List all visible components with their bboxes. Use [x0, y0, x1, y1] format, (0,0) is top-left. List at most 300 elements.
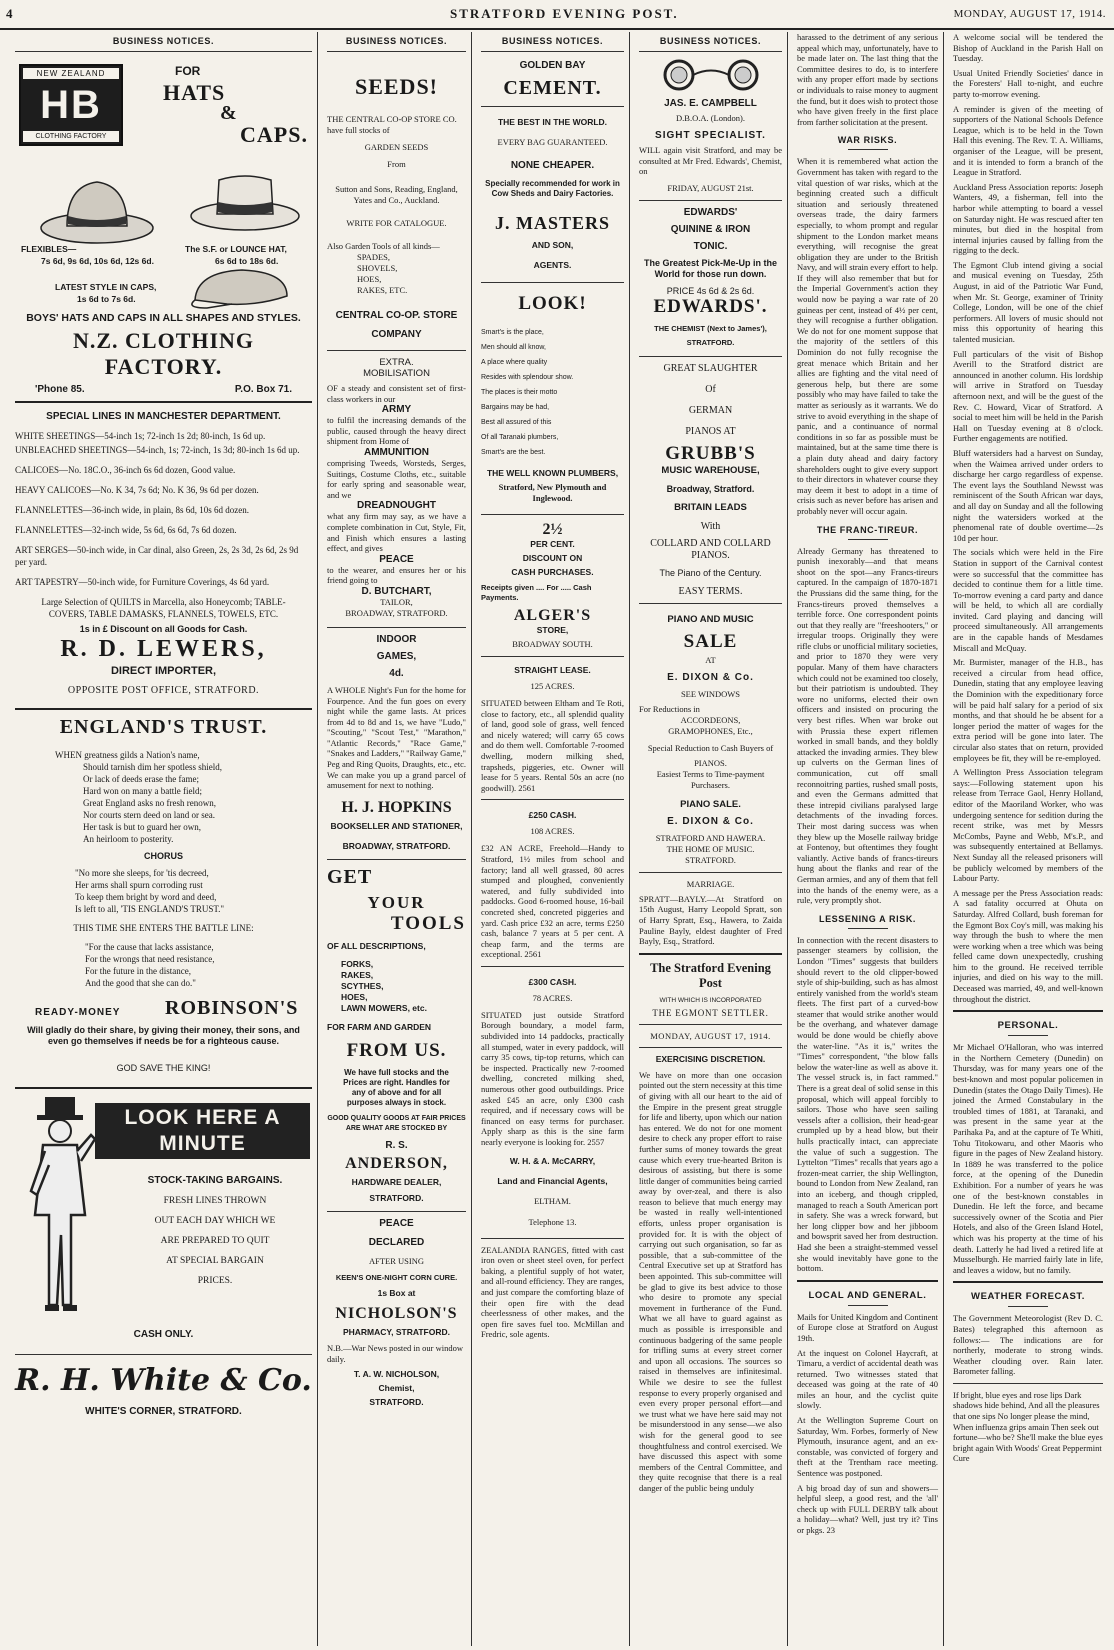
pharmacy-label: PHARMACY, STRATFORD.	[342, 1326, 451, 1337]
grubbs-name: GRUBB'S	[665, 442, 756, 464]
column-6	[948, 32, 1108, 1646]
nicholson-town: STRATFORD.	[369, 1396, 424, 1407]
and-son: AND SON,	[531, 240, 574, 250]
divider	[639, 953, 782, 955]
great-slaughter: GREAT SLAUGHTER	[663, 362, 758, 374]
tool-item: HOES,	[357, 274, 382, 284]
nicholson-name: T. A. W. NICHOLSON,	[353, 1368, 440, 1379]
poem-verse-2	[15, 867, 312, 915]
local-item: At the Wellington Supreme Court on Saturday, Wm. Forbes, formerly of New Plymouth, insurance agent, and an ex-constable, was convicted of forgery and theft at the Trentham race meeting. Sentence was postponed.	[797, 1415, 938, 1479]
visit-text: WILL again visit Stratford, and may be consulted at Mr Fred. Edwards', Chemist, on	[639, 145, 782, 177]
divider	[15, 401, 312, 403]
mobilisation-text-5: to the wearer, and ensures her or his friend going to	[327, 564, 466, 586]
local-item: Mails for United Kingdom and Continent of Europe close at Stratford on August 19th.	[797, 1311, 938, 1343]
acrostic-line: Resides with splendour show.	[481, 374, 574, 381]
column-header: BUSINESS NOTICES.	[481, 32, 624, 52]
hawera-label: STRATFORD AND HAWERA.	[655, 832, 766, 843]
stocktaking-line: AT SPECIAL BARGAIN	[166, 1256, 264, 1266]
column-4	[634, 32, 788, 1646]
divider	[15, 1087, 312, 1089]
look-here-ad	[15, 1095, 312, 1325]
chemist-label: Chemist,	[378, 1382, 415, 1393]
stocktaking-line: FRESH LINES THROWN	[163, 1196, 267, 1206]
see-windows: SEE WINDOWS	[680, 688, 741, 699]
divider	[639, 1047, 782, 1048]
after-using: AFTER USING	[368, 1255, 425, 1266]
zealandia-text: ZEALANDIA RANGES, fitted with cast iron oven or sheet steel oven, for perfect baking, a plentiful supply of hot water, and all-round efficiency. They are ranges, and just compare the comforting blaze of their open fire with the dead cheerlessness of other makes, and the open fire saves fuel too. McMillan and Fredric, sole agents.	[481, 1244, 624, 1340]
manchester-lines	[15, 430, 312, 588]
straight-lease-heading: STRAIGHT LEASE.	[514, 665, 591, 675]
acrostic-line: Of all Taranaki plumbers,	[481, 434, 559, 441]
gladly-line: Will gladly do their share, by giving their money, their sons, and even go themselves if needs be for a righteous cause.	[27, 1025, 300, 1046]
price-line: ART TAPESTRY—50-inch wide, for Furniture Coverings, 4s 6d yard.	[15, 577, 270, 587]
poem-line: Or lack of deeds erase the fame;	[83, 774, 199, 784]
specially-line: Specially recommended for work in Cow Sheds and Dairy Factories.	[485, 179, 620, 198]
divider	[327, 859, 466, 860]
acrostic-line: The places is their motto	[481, 389, 558, 396]
lessening-heading: LESSENING A RISK.	[797, 914, 938, 929]
divider	[481, 799, 624, 800]
importer-label: DIRECT IMPORTER,	[110, 665, 217, 677]
issue-date: MONDAY, AUGUST 17, 1914.	[953, 8, 1106, 20]
divider	[639, 200, 782, 201]
news-item: Bluff watersiders had a harvest on Sunday, when the Waimea arrived under orders to discharge her cargo regardless of expense. The event lays the Southland Newsst was reminiscent of the South African war days, and all day on Sunday and all the following night the watersiders worked at the phenomenal rate of double overtime—2s 10d per hour.	[953, 447, 1103, 543]
boys-hats-line: BOYS' HATS AND CAPS IN ALL SHAPES AND STYLES.	[26, 312, 301, 324]
telephone-label: Telephone 13.	[528, 1216, 577, 1227]
caps-prices: 1s 6d to 7s 6d.	[77, 294, 136, 304]
with-label: With	[700, 520, 721, 532]
news-item: A message per the Press Association reads: A sad fatality occurred at Ohuta on Saturday. Alfred Collard, bush foreman for the Egmont Box Coy's mill, was making his way through the bush to where the men were working when a tree which was being felled came down unexpectedly, crushing him to the ground. He received terrible injuries, and died on his way to the mill. Deceased was married, 49, and well-known throughout the district.	[953, 887, 1103, 1004]
divider	[639, 872, 782, 873]
land-agents: Land and Financial Agents,	[497, 1175, 608, 1186]
tonic-label: TONIC.	[693, 240, 728, 252]
divider	[481, 514, 624, 515]
store-label: STORE,	[536, 625, 569, 635]
weather-heading: WEATHER FORECAST.	[953, 1291, 1103, 1307]
dixon-name: E. DIXON & Co.	[667, 671, 754, 683]
look-title: LOOK!	[518, 293, 587, 314]
mobilisation-text-4: what any firm may say, as we have a complete combination in Cut, Style, Fit, and Finish which ensures a lasting effect, and gives	[327, 511, 466, 554]
poem-line: Great England asks no fresh renown,	[83, 798, 216, 808]
news-item: The Egmont Club intend giving a social and musical evening on Tuesday, 25th August, in aid of the Patriotic War Fund, when Mr. St. George, examiner of Trinity College, London, will be one of the chief performers. All lovers of music should not miss this opportunity of hearing this talented musician.	[953, 259, 1103, 345]
robinsons-row	[15, 995, 312, 1025]
war-news-line: N.B.—War News posted in our window daily.	[327, 1342, 464, 1364]
lounge-hat-icon	[185, 158, 305, 238]
cement-title: CEMENT.	[503, 77, 602, 99]
divider	[481, 656, 624, 657]
rs-initials: R. S.	[385, 1139, 408, 1151]
masthead	[0, 0, 1114, 30]
get-word: GET	[327, 865, 373, 888]
acres-108: 108 ACRES.	[530, 826, 575, 837]
lounge-label: The S.F. or LOUNCE HAT,	[185, 244, 287, 254]
marriage-heading: MARRIAGE.	[686, 878, 735, 889]
poem-line: To keep them bright by word and deed,	[75, 892, 217, 902]
sight-specialist: SIGHT SPECIALIST.	[655, 130, 766, 141]
incorporated-label: WITH WHICH IS INCORPORATED	[659, 996, 762, 1004]
battle-line: THIS TIME SHE ENTERS THE BATTLE LINE:	[73, 923, 254, 933]
divider	[327, 627, 466, 628]
company-label: COMPANY	[371, 329, 422, 340]
quinine-label: QUININE & IRON	[670, 223, 751, 235]
peace-heading: PEACE	[379, 1217, 414, 1229]
from-us: FROM US.	[346, 1039, 447, 1061]
flexibles-prices: 7s 6d, 9s 6d, 10s 6d, 12s 6d.	[41, 256, 154, 266]
column-header: BUSINESS NOTICES.	[639, 32, 782, 52]
local-item: A big broad day of sun and showers—helpful sleep, a good rest, and the 'all' check up with FULL DERBY talk about a holiday—what? Well, just try it? Tins or pkgs. 23	[797, 1482, 938, 1535]
tool-item: SPADES,	[357, 252, 390, 262]
seeds-text: THE CENTRAL CO-OP STORE CO. have full stocks of	[327, 114, 457, 135]
acrostic-line: Bargains may be had,	[481, 404, 550, 411]
news-item: Full particulars of the visit of Bishop Averill to the Stratford district are announced in another column. His lordship will arrive in Stratford on Tuesday afternoon next, and will be the guest of the Rev. C. Howard, Vicar of Stratford. A social to meet him will be held in the Parish Hall on Tuesday evening at 8 o'clock. Further engagements are notified.	[953, 348, 1103, 444]
cash-only-line: CASH ONLY.	[133, 1329, 194, 1340]
poem-line: And the good that she can do."	[85, 978, 196, 988]
masters-name: J. MASTERS	[494, 213, 611, 233]
personal-heading: PERSONAL.	[953, 1020, 1103, 1036]
weather-text: The Government Meteorologist (Rev D. C. Bates) telegraphed this afternoon as follows:— The indications are for northerly, moderate to strong winds. Weather clouding over. Rain later. Barometer falling.	[953, 1313, 1103, 1377]
tonic-price: PRICE 4s 6d & 2s 6d.	[666, 285, 755, 296]
declared-heading: DECLARED	[368, 1236, 425, 1248]
column-1	[10, 32, 318, 1646]
anderson-town: STRATFORD.	[369, 1192, 424, 1203]
quilts-line: Large Selection of QUILTS in Marcella, also Honeycomb; TABLE-COVERS, TABLE DAMASKS, FLANNELS, TOWELS, ETC.	[41, 597, 286, 619]
divider	[797, 1280, 938, 1282]
lounge-prices: 6s 6d to 18s 6d.	[215, 256, 279, 266]
tools-word: TOOLS	[390, 912, 466, 934]
farm-tool-item: SCYTHES,	[341, 980, 384, 991]
phone-number: 'Phone 85.	[35, 384, 85, 395]
column-5	[792, 32, 944, 1646]
hopkins-name: H. J. HOPKINS	[341, 798, 452, 816]
poem-line: WHEN greatness gilds a Nation's name,	[55, 750, 200, 760]
freehold-text: £32 AN ACRE, Freehold—Handy to Stratford, 1½ miles from school and factory; land all well grassed, 80 acres stumped and ploughed, conveniently watered, and fully subdivided into paddocks. Good 6-roomed house, 16-bail concreted shed, concreted piggeries and yard. Cash price £32 an acre, terms £250 cash, balance 7 years at 5 per cent. A cheap farm, and the terms are exceptional. 2561	[481, 843, 624, 960]
indoor-label: INDOOR	[376, 633, 417, 645]
poem-line: Is left to all, 'TIS ENGLAND'S TRUST."	[75, 904, 225, 914]
pianos-at: PIANOS AT	[685, 425, 736, 437]
pianos-label: PIANOS.	[694, 757, 727, 768]
none-cheaper: NONE CHEAPER.	[510, 160, 595, 171]
price-line: CALICOES—No. 18C.O., 36-inch 6s 6d dozen, Good value.	[15, 465, 236, 475]
write-catalogue: WRITE FOR CATALOGUE.	[346, 218, 447, 228]
discount-line: 1s in £ Discount on all Goods for Cash.	[79, 624, 248, 634]
agents-label: AGENTS.	[533, 260, 572, 270]
poem-verse-1	[15, 749, 312, 845]
special-lines-heading: SPECIAL LINES IN MANCHESTER DEPARTMENT.	[46, 411, 281, 422]
franc-tireur-heading: THE FRANC-TIREUR.	[797, 525, 938, 540]
easiest-terms: Easiest Terms to Time-payment Purchasers.	[656, 768, 765, 790]
news-item: A welcome social will be tendered the Bishop of Auckland in the Parish Hall on Tuesday.	[953, 32, 1103, 64]
paper-name: STRATFORD EVENING POST.	[450, 6, 679, 21]
suppliers: Sutton and Sons, Reading, England, Yates and Co., Auckland.	[335, 184, 458, 205]
farm-tool-list	[327, 959, 466, 1014]
divider	[15, 708, 312, 710]
stocktaking-line: PRICES.	[197, 1276, 233, 1286]
peace-label: PEACE	[379, 553, 414, 565]
butchart-address: BROADWAY, STRATFORD.	[345, 607, 448, 618]
anderson-name: ANDERSON,	[345, 1154, 448, 1172]
robinsons-name: ROBINSON'S	[165, 997, 299, 1019]
easy-terms: EASY TERMS.	[678, 585, 743, 597]
visit-date: FRIDAY, AUGUST 21st.	[667, 182, 754, 193]
edwards-name: EDWARDS'.	[653, 295, 768, 317]
home-of-music: THE HOME OF MUSIC.	[666, 843, 755, 854]
divider	[639, 1024, 782, 1025]
chemist-address: THE CHEMIST (Next to James'), STRATFORD.	[654, 323, 767, 347]
logo-top-text: NEW ZEALAND	[23, 68, 119, 79]
factory-name: N.Z. CLOTHING FACTORY.	[72, 328, 255, 379]
local-item: At the inquest on Colonel Haycraft, at Timaru, a verdict of accidental death was returned. Two witnesses stated that deceased was going at the rate of 40 miles an hour, and the cyclist quite slowly.	[797, 1347, 938, 1411]
gentleman-figure-icon	[21, 1095, 101, 1320]
games-text: A WHOLE Night's Fun for the home for Fourpence. And the fun goes on every night while the game lasts. At prices from 4d to 8d and 1s, we have "Ludo," "Scouting," "Scout Test," "Marathon," "Atlantic Records," "Race Game," "Snakes and Ladders," "Railway Game," Peg and Ring Quoits, Draughts, etc., etc. We can make you up a grand parcel of amusement for next to nothing.	[327, 684, 466, 791]
farm-tool-item: LAWN MOWERS, etc.	[341, 1002, 427, 1013]
farm-tool-item: FORKS,	[341, 958, 374, 969]
franc-tireur-text: Already Germany has threatened to punish inexorably—and that means shoot on the spot—any Francs-tireurs captured. In the campaign of 1870-1871 the Prussians did the same thing, for the Francs-tireurs proved themselves a terrible force. One correspondent points out that they really are "freeshooters," or irregular troops. Originally they were rifle clubs or unofficial military societies, and prior to 1870 they were very popular. Many of them have characters which could not be examined too closely, but their patriotism is undoubted. They wore no uniforms, elected their own officers and insisted on procuring the very best rifles. When war broke out with Prussia these expert riflemen worked in small bands, and they boldly attacked the invading armies. They blew up culverts on the German lines of communication, cut off small reconnoitring parties, rushed small posts, and even the Germans admitted that these intrepid civilians paralysed large detachments of the invading forces. Their most daring success was when they blew up the Moselle railway bridge at Fontenoy, but oftentimes they fought valiantly. Active bands of francs-tireurs hung about the flanks and rear of the German armies, and any of them that fell into the hands of the enemy were, as a rule, very promptly shot.	[797, 545, 938, 906]
piano-music: PIANO AND MUSIC	[667, 613, 754, 625]
god-save-line: GOD SAVE THE KING!	[116, 1063, 211, 1073]
cap-icon	[187, 266, 297, 310]
your-word: YOUR	[367, 892, 426, 912]
central-store: CENTRAL CO-OP. STORE	[335, 310, 458, 321]
whites-corner-line: WHITE'S CORNER, STRATFORD.	[85, 1406, 242, 1417]
dixon-town: STRATFORD.	[685, 854, 736, 865]
editorial-date: MONDAY, AUGUST 17, 1914.	[650, 1030, 771, 1041]
acrostic-line: Smart's is the place,	[481, 329, 544, 336]
poem-line: "No more she sleeps, for 'tis decreed,	[75, 868, 209, 878]
divider	[953, 1281, 1103, 1283]
cash-300-heading: £300 CASH.	[528, 976, 577, 987]
column-3	[476, 32, 630, 1646]
price-line: HEAVY CALICOES—No. K 34, 7s 6d; No. K 36, 9s 6d per dozen.	[15, 485, 259, 495]
german-label: GERMAN	[688, 404, 733, 416]
good-quality-line: GOOD QUALITY GOODS AT FAIR PRICES ARE WHAT ARE STOCKED BY	[327, 1114, 466, 1132]
dreadnought-label: DREADNOUGHT	[357, 500, 436, 512]
editorial-text: We have on more than one occasion pointed out the stern necessity at this time of giving with all our heart to the aid of the Empire in the present great struggle for life and liberty, upon which our nation has entered. We do not for one moment desire to check any proper effort to raise further sums of money towards the great cause which every true-hearted Briton is desirous of assisting, but there is some little danger of communities being carried away by over-zeal, and there is also reason to believe that much energy may be wasted in really well-intentioned efforts, unless proper organisation is provided for. It is with the object of carrying out such organisation, so far as possible, that a sub-committee of the Central Executive set up at Stratford has been appointed. This sub-committee will be glad to give its best advice to those who desire to promote any special movement in furtherance of the Fund. What we all have to guard against as much as possible is irresponsible and continuous badgering of the same people for trifling sums at every street corner and upon all occasions. The sources so raised in themselves are infinitesimal. While we desire to see the fullest response to every properly organised and even every proper personal effort—and we trust what we have here said may not be misunderstood in any sense—we also wish for the general good to see thoughtfulness and control exercised. We have discussed this aspect with some members of the Central Committee, and they quite recognise that there is a real danger of the public being unduly	[639, 1069, 782, 1493]
accordeons: ACCORDEONS,	[680, 714, 741, 725]
stocks-line: We have full stocks and the Prices are right. Handles for any of above and for all purposes always in stock.	[343, 1067, 450, 1107]
logo-monogram: HB	[40, 83, 102, 127]
white-co-signature: R. H. White & Co.	[15, 1363, 312, 1398]
box-price: 1s Box at	[377, 1287, 416, 1298]
bookseller-label: BOOKSELLER AND STATIONER,	[330, 820, 463, 831]
war-risks-text: When it is remembered what action the Government has taken with regard to the vital question of war risks, which at the beginning created such a difficult situation and seriously threatened overseas trade, the dairy farmers especially, to whom prompt and regular shipment to the London market means everything, will recognise the great obligation they are under to the British Navy, and will strain every effort to help. If they will also remember that but for the Imperial Government's action they would now be paying a war rate of 20 guineas per cent, instead of 4½ per cent, they will recognise a further obligation. We do not for one moment suppose that the majority of the settlers of this Dominion do not fully recognise the great menace which Britain and her allies are fighting and the vital need of generous help, but there are some possibly who may have failed to take the matter as seriously as it warrants. We do strive to avoid everything in the shape of panic, and a continuance of normal conditions in so far as possible must be maintained, but at the same time there is a plain duty ahead and dairy factory shareholders ought to give every support to their directors in whatever course they may deem it best to adopt in a time of crisis such as never before has arisen and probably never will occur again.	[797, 156, 938, 516]
britain-leads: BRITAIN LEADS	[674, 501, 747, 513]
per-cent: PER CENT.	[530, 539, 575, 549]
hopkins-address: BROADWAY, STRATFORD.	[342, 840, 451, 851]
acrostic-line: Men should all know,	[481, 344, 546, 351]
army-label: ARMY	[381, 404, 412, 416]
campbell-name: JAS. E. CAMPBELL	[664, 98, 757, 109]
garden-seeds: GARDEN SEEDS	[364, 142, 429, 152]
discount-on: DISCOUNT ON	[522, 553, 583, 563]
divider	[481, 966, 624, 967]
acres-78: 78 ACRES.	[532, 992, 573, 1003]
paper-title: The Stratford Evening Post	[650, 960, 771, 990]
contact-row	[15, 380, 312, 395]
flexible-hat-icon	[37, 168, 157, 248]
eltham-label: ELTHAM.	[534, 1195, 571, 1206]
news-item: A Wellington Press Association telegram says:—Following statement upon his release from Terrace Gaol, Henry Holland, editor of the Maoriland Worker, who was undergoing sentence for sedition during the recent strike, was met by Messrs McCombs, Payne and Webb, M's.P., and was subsequently entertained at Bellamys. Next Sunday all the released prisoners will be publicly welcomed by members of the Labour Party.	[953, 767, 1103, 884]
tool-item: SHOVELS,	[357, 263, 398, 273]
acrostic-line: Smart's are the best.	[481, 449, 546, 456]
chorus-label: CHORUS	[143, 851, 183, 861]
poem-line: For the future in the distance,	[85, 966, 191, 976]
local-general-heading: LOCAL AND GENERAL.	[797, 1290, 938, 1306]
news-item: Mr. Burmister, manager of the H.B., has received a circular from head office, Dunedin, stating that any employee leaving the Dominion with the expeditionary force will be paid half salary for a period of six months, and that should he be absent for a longer period the matter of wages for the extra period will be gone into later. The circular also states that on return, provided employees be fit, they will be re-employed.	[953, 657, 1103, 763]
price-line: WHITE SHEETINGS—54-inch 1s; 72-inch 1s 2d; 80-inch, 1s 6d up.	[15, 431, 266, 441]
mobilisation-text-3: comprising Tweeds, Worsteds, Serges, Suitings, Costume Cloths, etc., suitable for early spring and seasonable wear, and we	[327, 457, 466, 500]
acrostic	[481, 325, 624, 460]
tool-list	[327, 252, 466, 296]
edwards-label: EDWARDS'	[683, 206, 738, 218]
spectacles-icon	[651, 58, 771, 92]
column-header: BUSINESS NOTICES.	[15, 32, 312, 52]
hb-logo	[19, 64, 123, 146]
opposite-line: OPPOSITE POST OFFICE, STRATFORD.	[67, 685, 260, 696]
poem-line: "For the cause that lacks assistance,	[85, 942, 214, 952]
sale-title: SALE	[683, 630, 738, 652]
acrostic-line: A place where quality	[481, 359, 548, 366]
farm-garden-line: FOR FARM AND GARDEN	[327, 1021, 432, 1032]
po-box: P.O. Box 71.	[234, 384, 292, 395]
poem-verse-3	[15, 941, 312, 989]
egmont-settler: THE EGMONT SETTLER.	[652, 1007, 769, 1018]
caps-style-label: LATEST STYLE IN CAPS,	[55, 282, 157, 292]
farm-tool-item: RAKES,	[341, 969, 374, 980]
mobilisation-text-2: to fulfil the increasing demands of the public, caused through the heavy direct shipment from Home of	[327, 415, 466, 447]
stocktaking-list	[115, 1171, 315, 1291]
divider	[15, 1354, 312, 1355]
of-label: Of	[705, 383, 716, 395]
cash-250-heading: £250 CASH.	[528, 810, 577, 821]
music-warehouse: MUSIC WAREHOUSE,	[661, 464, 760, 476]
golden-bay: GOLDEN BAY	[519, 60, 586, 71]
price-line: ART SERGES—50-inch wide, in Car dinal, also Green, 2s, 2s 3d, 2s 6d, 2s 9d per yard.	[15, 545, 299, 567]
gramophones: GRAMOPHONES, Etc.,	[668, 725, 753, 736]
stocktaking-line: ARE PREPARED TO QUIT	[160, 1236, 270, 1246]
hats-title: HATS	[163, 80, 226, 105]
garden-tools: Also Garden Tools of all kinds—	[327, 241, 440, 251]
divider	[481, 1238, 624, 1239]
poem-line: For the wrongs that need resistance,	[85, 954, 215, 964]
price-line: FLANNELETTES—32-inch wide, 5s 6d, 6s 6d, 7s 6d dozen.	[15, 525, 237, 535]
farm-tool-item: HOES,	[341, 991, 368, 1002]
best-line: THE BEST IN THE WORLD.	[497, 117, 608, 127]
logo-bottom-text: CLOTHING FACTORY	[23, 131, 119, 142]
acres-125: 125 ACRES.	[530, 681, 575, 691]
games-label: GAMES,	[376, 650, 417, 662]
news-item: Usual United Friendly Societies' dance in the Foresters' Hall to-night, and euchre party to-morrow evening.	[953, 67, 1103, 99]
stocktaking-line: OUT EACH DAY WHICH WE	[154, 1216, 276, 1226]
corn-cure: KEEN'S ONE-NIGHT CORN CURE.	[335, 1272, 458, 1282]
price-line: FLANNELETTES—36-inch wide, in plain, 8s 6d, 10s 6d dozen.	[15, 505, 249, 515]
poem-line: Nor courts stern deed on land or sea.	[83, 810, 215, 820]
nicholsons-name: NICHOLSON'S	[335, 1304, 458, 1322]
divider	[953, 1010, 1103, 1012]
algers-name: ALGER'S	[513, 607, 592, 624]
plumber-towns: Stratford, New Plymouth and Inglewood.	[498, 482, 607, 503]
editorial-continued: harassed to the detriment of any serious appeal which may, unfortunately, have to be made later on. The last thing that the Committee desires to do, is to interfere with any proper effort made by sections or individuals to raise money to augment the fund, but it does wish to protect those who have given freely in the first place from farther solicitation at the present.	[797, 32, 938, 127]
farm-text: SITUATED just outside Stratford Borough boundary, a model farm, subdivided into 14 paddocks, practically all stumped, water in every paddock, will carry 35 cows, tip-top returns, which can be inspected. Practically new 7-roomed dwelling, concreted milking shed, numerous other good outbuildings. Price asked £45 an acre, only £300 cash required, and if necessary cows will be financed on easy terms for purchaser. Apply sharp as this is the sine farm nearly everyone is looking for. 2557	[481, 1009, 624, 1147]
amp-title: &	[220, 102, 237, 124]
tool-item: RAKES, ETC.	[357, 285, 408, 295]
war-risks-heading: WAR RISKS.	[797, 135, 938, 150]
tailor-label: TAILOR,	[380, 596, 413, 607]
ready-money-label: READY-MONEY	[35, 1007, 121, 1018]
at-label: AT	[705, 654, 716, 665]
news-item: Auckland Press Association reports: Joseph Wanters, 49, a fisherman, fell into the harbor while attempting to board a vessel on Saturday night. He was rescued after ten minutes, but died in the hospital from internal injuries caused by falling from the rigging to the deck.	[953, 181, 1103, 256]
mobilisation-text-1: OF a steady and consistent set of first-class workers in our	[327, 383, 466, 404]
price-4d: 4d.	[389, 667, 404, 679]
lessening-text: In connection with the recent disasters to passenger steamers by collision, the London "Times" suggests that builders should revert to the old clipper-bowed style of ship-building, such as has almost entirely vanished from the world's steam fleets. The first part of a curved-bow steamer that would strike another would be the overhang, and whatever damage would be done would be chiefly above the water-line. "As it is," writes the "Times" correspondent, "the blow falls below the water-line as well as above it. The vessel struck is, in fact rammed." There is a great deal of solid sense in this proposal, which will appeal forcibly to sailors. Those who have seen sailing vessels after a collision, their head-gear crumpled up by a head blow, but their hulls practically intact, can appreciate the value of such a suggestion. The Lyttelton "Times" recalls that years ago a frozen-meat carrier, the ship Wellington, bound to London from New Zealand, ran into an iceberg, and though crippled, managed to reach a South American port in safety. She was a wreck forward, but her long clipper bow and her jibboom and bowsprit saved her from destruction. Had she been a straight-stemmed vessel she would inevitably have gone to the bottom.	[797, 934, 938, 1274]
stocktaking-line: STOCK-TAKING BARGAINS.	[147, 1175, 283, 1186]
page-number: 4	[6, 6, 13, 21]
column-2	[322, 32, 472, 1646]
well-known-plumbers: THE WELL KNOWN PLUMBERS,	[486, 468, 619, 478]
cash-purchases: CASH PURCHASES.	[511, 567, 594, 577]
reductions-in: For Reductions in	[639, 703, 700, 714]
marriage-notice: SPRATT—BAYLY.—At Stratford on 15th August, Harry Leopold Spratt, son of Harry Spratt, Esq., Hawera, to Zaida Pauline Bayly, eldest daughter of Fred Bayly, Esq., Stratford.	[639, 893, 782, 947]
divider	[953, 1383, 1103, 1384]
mccarry-name: W. H. & A. McCARRY,	[509, 1155, 596, 1166]
lease-text: SITUATED between Eltham and Te Roti, close to factory, etc., all splendid quality of land, good sole of grass, well fenced and nicely watered; will carry 65 cows and do them well. Comfortable 7-roomed dwelling, modern milking shed, trapsheds, piggeries, etc. Owner will lease for 5 years. Rental 50s an acre (no goodwill). 2561	[481, 698, 624, 793]
for-label: FOR	[175, 64, 201, 78]
poem-line: Hard won on many a battle field;	[83, 786, 202, 796]
extra-label: EXTRA.	[379, 357, 414, 368]
hats-ad	[15, 58, 312, 308]
hardware-label: HARDWARE DEALER,	[351, 1176, 442, 1187]
two-half-percent: 2½	[542, 521, 563, 538]
piano-century: The Piano of the Century.	[659, 567, 762, 578]
lewers-name: R. D. LEWERS,	[60, 636, 267, 662]
broadway-south: BROADWAY SOUTH.	[512, 639, 593, 649]
look-here-banner: LOOK HERE A MINUTE	[95, 1103, 310, 1159]
exercising-heading: EXERCISING DISCRETION.	[655, 1053, 766, 1064]
divider	[481, 282, 624, 283]
mobilisation-label: MOBILISATION	[363, 368, 430, 379]
pick-me-up: The Greatest Pick-Me-Up in the World for those run down.	[643, 257, 778, 279]
divider	[639, 356, 782, 357]
dboa: D.B.O.A. (London).	[676, 113, 745, 123]
flexibles-label: FLEXIBLES—	[21, 244, 77, 254]
poem-line: Should tarnish dim her spotless shield,	[83, 762, 222, 772]
column-header: BUSINESS NOTICES.	[327, 32, 466, 52]
price-line: UNBLEACHED SHEETINGS—54-inch, 1s; 72-inch, 1s 3d; 80-inch 1s 6d up.	[15, 445, 300, 455]
personal-text: Mr Michael O'Halloran, who was interred in the Northern Cemetery (Dunedin) on Thursday, was for many years one of the best-known and most popular policemen in Dunedin (states the Otago Daily Times). He joined the Armed Constabulary in the troubled times of 1881, at Taranaki, and was present in the same year at the Parihaka Pa, and at the capture of Te Whiti, Tohu Titokowaru, and other Maoris who figure in the pages of New Zealand history. In 1889 he was transferred to the police force, at the opening of the Dunedin Exhibition. For a number of years he was one of the best-known constables in Dunedin. He left the force, and became successively owner of the Scotia and Pier Hotels, and also of the Green Island Hotel, which was his property at the time of his death. Latterly he had lived a retired life at Musselburgh. He married fairly late in life, and leaves a widow, but no family.	[953, 1042, 1103, 1275]
guarantee-line: EVERY BAG GUARANTEED.	[497, 137, 608, 147]
butchart-name: D. BUTCHART,	[361, 585, 432, 597]
acrostic-line: Best all assured of this	[481, 419, 552, 426]
divider	[327, 1211, 466, 1212]
piano-sale: PIANO SALE.	[680, 798, 741, 810]
all-descriptions: OF ALL DESCRIPTIONS,	[327, 940, 426, 951]
dixon-name-2: E. DIXON & Co.	[667, 815, 754, 827]
peppermint-verse: If bright, blue eyes and rose lips Dark shadows hide behind, And all the pleasures that one sips No longer please the mind, When influenza grips amain Then seek out fortune—who be? She'll make the blue eyes bright again With Woods' Great Peppermint Cure	[953, 1389, 1103, 1464]
caps-title: CAPS.	[240, 122, 308, 147]
poem-line: Her task is but to guard her own,	[83, 822, 201, 832]
divider	[639, 603, 782, 604]
collard-pianos: COLLARD AND COLLARD PIANOS.	[650, 537, 771, 561]
divider	[327, 350, 466, 351]
englands-trust-title: ENGLAND'S TRUST.	[59, 716, 268, 738]
seeds-title: SEEDS!	[354, 74, 439, 99]
news-item: The socials which were held in the Fire Station in support of the Carnival contest were so successful that the committee has decided to continue them for a little time. To-morrow evening a card party and dance will be held, to which all are cordially invited. Card playing and dancing will proceed simultaneously. All arrangements are in the capable hands of Mesdames Miscall and McQuay.	[953, 547, 1103, 653]
ammunition-label: AMMUNITION	[364, 446, 429, 458]
poem-line: Her arms shall spurn corroding rust	[75, 880, 203, 890]
spectacles-illustration	[639, 58, 782, 92]
news-item: A reminder is given of the meeting of supporters of the National Schools Defence League, which is to be held in the Town Hall this evening. The Rev. T. A. Williams, organiser of the League, will be present, and it is intended to form a branch of the League in Stratford.	[953, 103, 1103, 178]
special-reduction: Special Reduction to Cash Buyers of	[647, 742, 774, 753]
divider	[481, 106, 624, 107]
